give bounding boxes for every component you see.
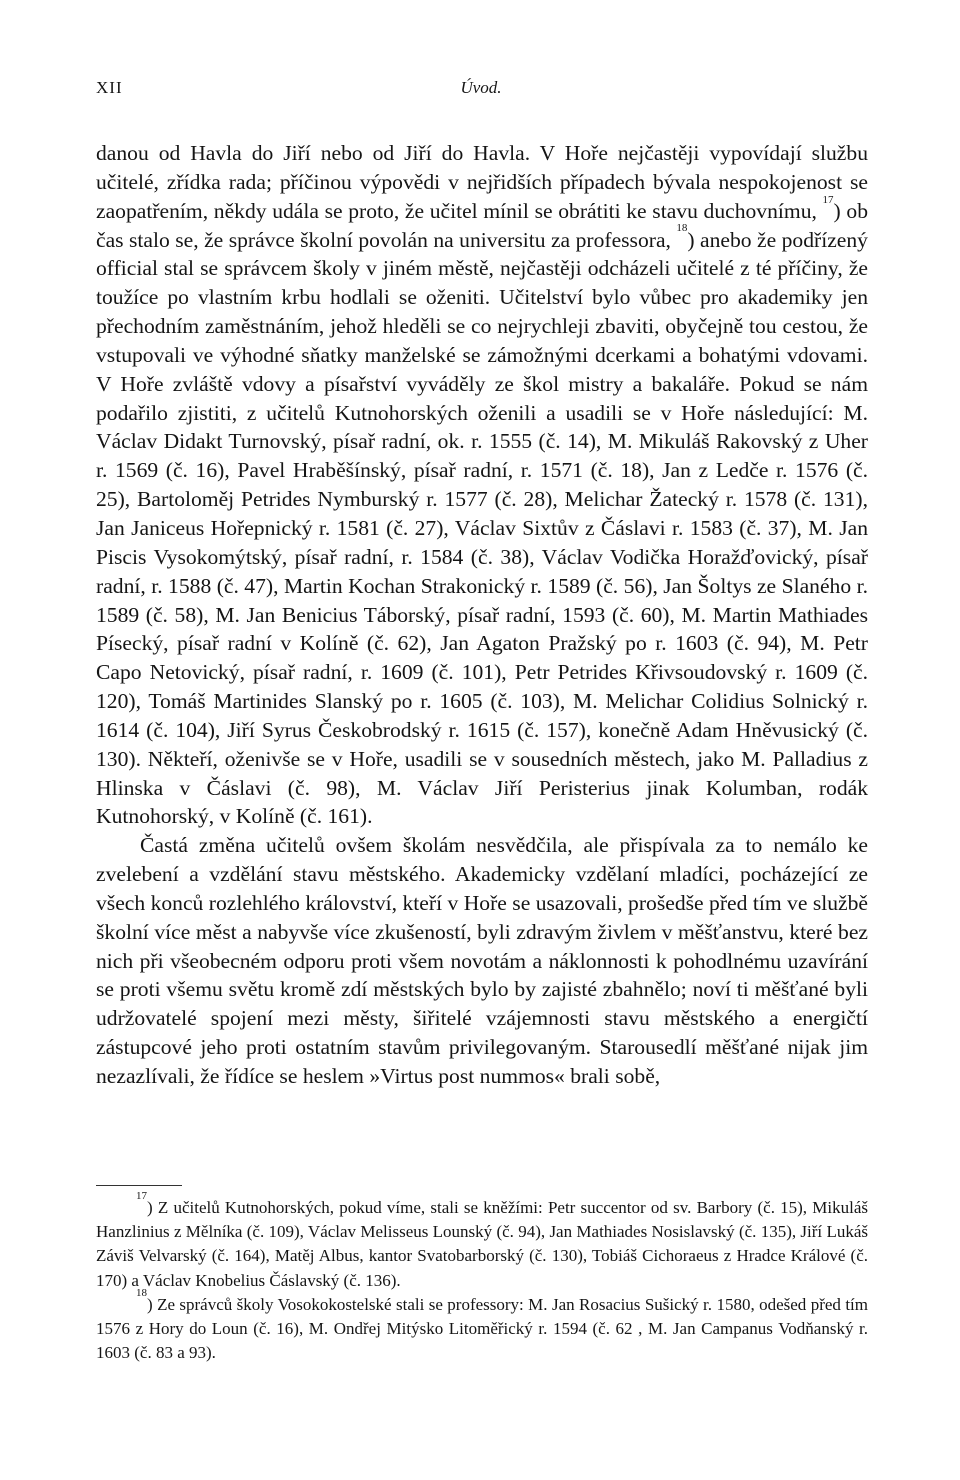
footnote-marker: 17 bbox=[136, 1190, 147, 1203]
footnote-text: ) Ze správců školy Vosokokostelské stali se professory: M. Jan Rosacius Sušický r. 1580, odešed před tím 1576 z Hory do Loun (č. 16), M. Ondřej Mitýsko Litoměřický r. 1594 (č. 62 , M. Jan Campanus Vodňanský r. 1603 (č. 83 a 93). bbox=[96, 1294, 868, 1363]
paragraph-1 bbox=[96, 139, 868, 831]
page-number: XII bbox=[96, 78, 123, 97]
footnote-separator bbox=[96, 1185, 182, 1186]
footnote-marker: 18 bbox=[136, 1287, 147, 1300]
footnotes bbox=[96, 1190, 868, 1365]
running-title: Úvod. bbox=[460, 78, 502, 97]
footnote-18 bbox=[96, 1287, 868, 1366]
footnote-ref-17[interactable]: 17 bbox=[822, 193, 834, 206]
footnote-text: ) Z učitelů Kutnohorských, pokud víme, stali se kněžími: Petr succentor od sv. Barbory (č. 15), Mikuláš Hanzlinius z Mělníka (č. 109), Václav Melisseus Lounský (č. 94), Jan Mathiades Nosislavský (č. 135), Jiří Lukáš Záviš Velvarský (č. 164), Matěj Albus, kantor Svatobarborský (č. 130), Tobiáš Cichoraeus z Hradce Králové (č. 170) a Václav Knobelius Čáslavský (č. 136). bbox=[96, 1198, 868, 1290]
text-segment: Častá změna učitelů ovšem školám nesvědčila, ale přispívala za to nemálo ke zvelebení a vzdělání stavu městského. Akademicky vzdělaní mladíci, pocházející ze všech konců rozlehlého království, kteří v Hoře se usazovali, prošedše před tím ve službě školní více měst a nabyvše více zkušeností, byli zdravým živlem v měšťanstvu, které bez nich při všeobecném odporu proti všem novotám a náklonnosti k pohodlnému uzavírání se proti všemu světu kromě zdí městských bylo by zajisté zbahnělo; noví ti měšťané byli udržovatelé spojení mezi městy, šiřitelé vzájemnosti stavu městského a energičtí zástupcové jeho proti ostatním stavům privilegovaným. Starousedlí měšťané nijak jim nezazlívali, že řídíce se heslem »Virtus post nummos« brali sobě, bbox=[96, 833, 868, 1088]
main-text bbox=[96, 139, 868, 1091]
paragraph-2 bbox=[96, 831, 868, 1091]
text-segment: ) ob čas stalo se, že správce školní povolán na universitu za professora, bbox=[96, 198, 868, 252]
text-segment: danou od Havla do Jiří nebo od Jiří do Havla. V Hoře nejčastěji vypovídají službu učitelé, zřídka rada; příčinou výpovědi v nejřidších případech bývala nespokojenost se zaopatřením, někdy udála se proto, že učitel mínil se obrátiti ke stavu duchovnímu, bbox=[96, 141, 868, 223]
text-segment: ) anebo že podřízený official stal se správcem školy v jiném městě, nejčastěji odcházeli učitelé z té příčiny, že toužíce po vlastním krbu hodlali se oženiti. Učitelství bylo vůbec pro akademiky jen přechodním zaměstnáním, jehož hleděli se co nejrychleji zbaviti, obyčejně tou cestou, že vstupovali ve výhodné sňatky manželské se zámožnými dcerkami a bohatými vdovami. V Hoře zvláště vdovy a písařství vyváděly ze škol mistry a bakaláře. Pokud se nám podařilo zjistiti, z učitelů Kutnohorských oženili a usadili se v Hoře následující: M. Václav Didakt Turnovský, písař radní, ok. r. 1555 (č. 14), M. Mikuláš Rakovský z Uher r. 1569 (č. 16), Pavel Hraběšínský, písař radní, r. 1571 (č. 18), Jan z Ledče r. 1576 (č. 25), Bartoloměj Petrides Nymburský r. 1577 (č. 28), Melichar Žatecký r. 1578 (č. 131), Jan Janiceus Hořepnický r. 1581 (č. 27), Václav Sixtův z Čáslavi r. 1583 (č. 37), M. Jan Piscis Vysokomýtský, písař radní, r. 1584 (č. 38), Václav Vodička Horažďovický, písař radní, r. 1588 (č. 47), Martin Kochan Strakonický r. 1589 (č. 56), Jan Šoltys ze Slaného r. 1589 (č. 58), M. Jan Benicius Táborský, písař radní, 1593 (č. 60), M. Martin Mathiades Písecký, písař radní v Kolíně (č. 62), Jan Agaton Pražský po r. 1603 (č. 94), M. Petr Capo Netovický, písař radní, r. 1609 (č. 101), Petr Petrides Křivsoudovský r. 1609 (č. 120), Tomáš Martinides Slanský po r. 1605 (č. 103), M. Melichar Colidius Solnický r. 1614 (č. 104), Jiří Syrus Českobrodský r. 1615 (č. 157), konečně Adam Hněvusický (č. 130). Někteří, oženivše se v Hoře, usadili se v sousedních městech, jako M. Palladius z Hlinska v Čáslavi (č. 98), M. Václav Jiří Peristerius jinak Kolumban, rodák Kutnohorský, v Kolíně (č. 161). bbox=[96, 227, 868, 829]
footnote-ref-18[interactable]: 18 bbox=[676, 222, 688, 235]
page-header bbox=[96, 78, 866, 108]
footnote-17 bbox=[96, 1190, 868, 1293]
